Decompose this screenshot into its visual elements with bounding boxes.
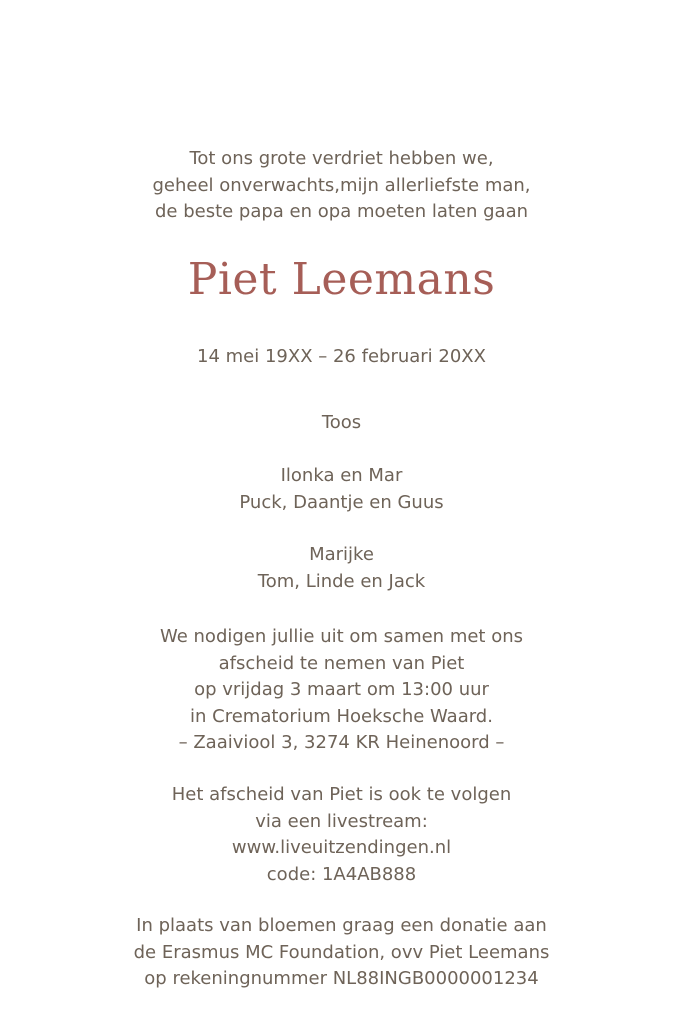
intro-line: geheel onverwachts,mijn allerliefste man,: [152, 174, 531, 196]
family-line: Puck, Daantje en Guus: [239, 491, 444, 513]
donation-account: op rekeningnummer NL88INGB0000001234: [144, 968, 539, 989]
livestream-url: www.liveuitzendingen.nl: [231, 837, 452, 858]
life-dates: 14 mei 19XX – 26 februari 20XX: [197, 346, 486, 367]
family-line: Marijke: [309, 544, 374, 565]
ceremony-line: in Crematorium Hoeksche Waard.: [190, 705, 493, 727]
ceremony-info: [0, 624, 683, 757]
ceremony-line: We nodigen jullie uit om samen met ons: [159, 626, 523, 647]
intro-line: de beste papa en opa moeten laten gaan: [154, 201, 529, 222]
family-group-1: [0, 463, 683, 516]
life-dates-block: [0, 344, 683, 371]
spouse-block: [0, 410, 683, 437]
donation-line: de Erasmus MC Foundation, ovv Piet Leemans: [133, 941, 550, 963]
ceremony-line: afscheid te nemen van Piet: [218, 652, 465, 674]
family-group-2: [0, 542, 683, 595]
livestream-info: [0, 782, 683, 888]
intro-text: [0, 146, 683, 226]
family-line: Tom, Linde en Jack: [257, 570, 426, 592]
intro-line: Tot ons grote verdriet hebben we,: [189, 148, 494, 169]
ceremony-address: – Zaaiviool 3, 3274 KR Heinenoord –: [178, 732, 505, 753]
ceremony-line: op vrijdag 3 maart om 13:00 uur: [194, 679, 489, 700]
family-line: Ilonka en Mar: [280, 465, 403, 486]
donation-line: In plaats van bloemen graag een donatie aan: [136, 915, 547, 936]
deceased-name-block: [0, 255, 683, 305]
deceased-name: Piet Leemans: [187, 254, 496, 305]
livestream-line: Het afscheid van Piet is ook te volgen: [171, 784, 512, 805]
livestream-code: code: 1A4AB888: [266, 863, 417, 885]
donation-info: [0, 913, 683, 993]
livestream-line: via een livestream:: [255, 810, 428, 832]
spouse-name: Toos: [321, 412, 362, 433]
